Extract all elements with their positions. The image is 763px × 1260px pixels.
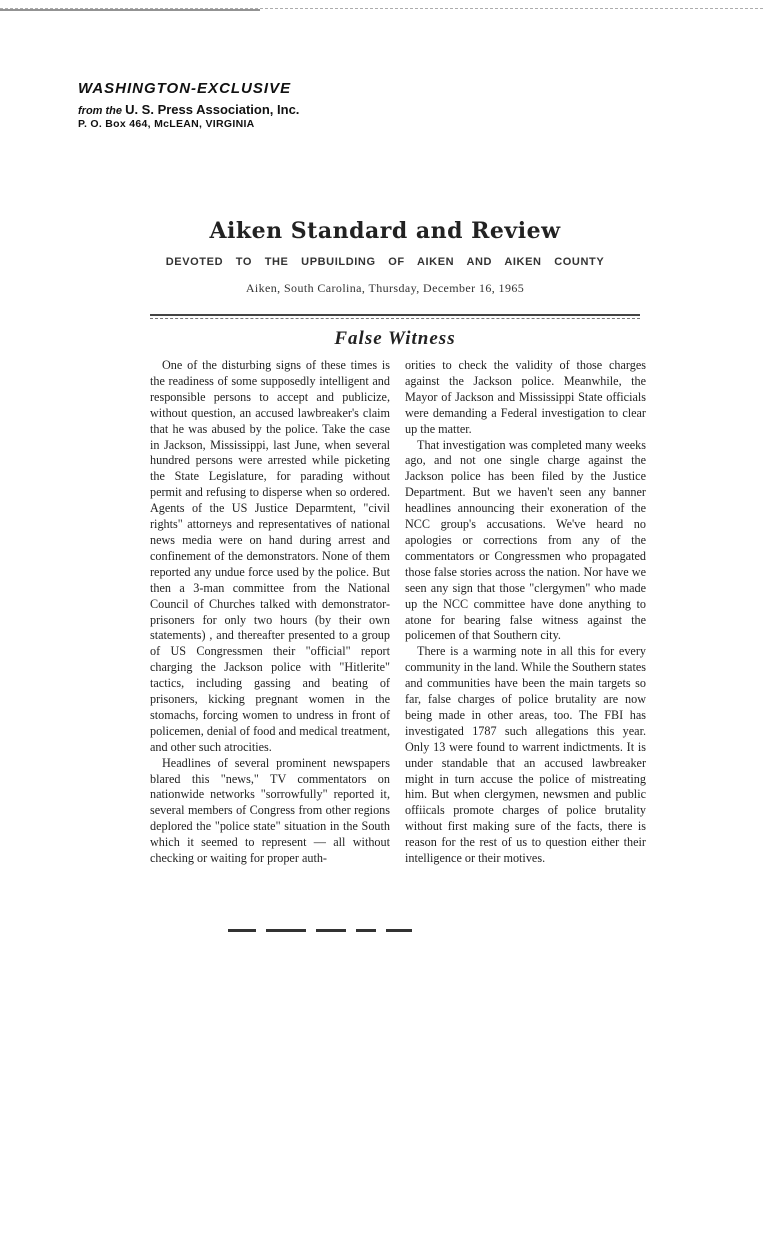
paragraph: One of the disturbing signs of these times is the readiness of some supposedly intelligent and responsible persons to accept and publicize, without question, an accused lawbreaker's claim that he was abused by the police. Take the case in Jackson, Mississippi, last June, when several hundred persons were arrested while picketing the State Legislature, for parading without permit and refusing to disperse when so ordered. Agents of the US Justice Deparmtent, "civil rights" attorneys and representatives of national news media were on hand during arrest and confinement of the demonstrators. None of them reported any undue force used by the police. But then a 3-man committee from the National Council of Churches talked with demonstrator-prisoners for only two hours (by their own statements) , and thereafter presented to a group of US Congressmen their "official" report charging the Jackson police with "Hitlerite" tactics, including gassing and beating of prisoners, kicking pregnant women in the stomachs, forcing women to undress in front of policemen, denial of food and medical treatment, and other such atrocities. xyxy=(150,358,390,754)
masthead-rule-dashed xyxy=(150,318,640,319)
association-name: U. S. Press Association, Inc. xyxy=(125,102,300,117)
wire-service-header xyxy=(78,80,299,130)
wire-service-address: P. O. Box 464, McLEAN, VIRGINIA xyxy=(78,118,255,130)
newspaper-name: Aiken Standard and Review xyxy=(209,218,561,244)
paragraph: orities to check the validity of those charges against the Jackson police. Meanwhile, the Mayor of Jackson and Mississippi State officials were demanding a Federal investigation to clear up the matter. xyxy=(405,358,646,436)
page-top-edge xyxy=(0,0,763,9)
article-column-left xyxy=(150,358,390,867)
paragraph: There is a warming note in all this for every community in the land. While the Southern states and communities have been the main targets so far, false charges of police brutality are now being made in other areas, too. The FBI has investigated 1787 such allegations this year. Only 13 were found to warrent indictments. It is under standable that an accused lawbreaker might in turn accuse the police of mistreating him. But when clergymen, newsmen and public offiicals promote charges of police brutality without first making sure of the facts, there is reason for the rest of us to question either their intelligence or their motives. xyxy=(405,644,646,866)
wire-service-source xyxy=(78,102,299,117)
masthead-rule xyxy=(150,314,640,316)
cropped-next-headline xyxy=(228,929,468,937)
newspaper-dateline: Aiken, South Carolina, Thursday, December 16, 1965 xyxy=(245,281,525,295)
article-headline: False Witness xyxy=(334,328,456,349)
from-prefix: from the xyxy=(78,105,126,117)
newspaper-motto: DEVOTED TO THE UPBUILDING OF AIKEN AND AIKEN COUNTY xyxy=(165,256,605,268)
paragraph: That investigation was completed many weeks ago, and not one single charge against the Jackson police has been filed by the Justice Department. But we haven't seen any banner headlines announcing their exoneration of the NCC group's accusations. We've heard no apologies or corrections from any of the commentators or Congressmen who propagated those false stories across the nation. Nor have we seen any sign that those "clergymen" who made up the NCC committee have done anything to atone for bearing false witness against the policemen of that Southern city. xyxy=(405,437,646,643)
newspaper-masthead xyxy=(150,218,620,296)
wire-service-title: WASHINGTON-EXCLUSIVE xyxy=(78,80,292,97)
article-column-right xyxy=(405,358,646,867)
paragraph: Headlines of several prominent newspapers blared this "news," TV commentators on nationwide networks "sorrowfully" reported it, several members of Congress from other regions deplored the "police state" situation in the South which it seemed to represent — all without checking or waiting for proper auth- xyxy=(150,755,390,866)
